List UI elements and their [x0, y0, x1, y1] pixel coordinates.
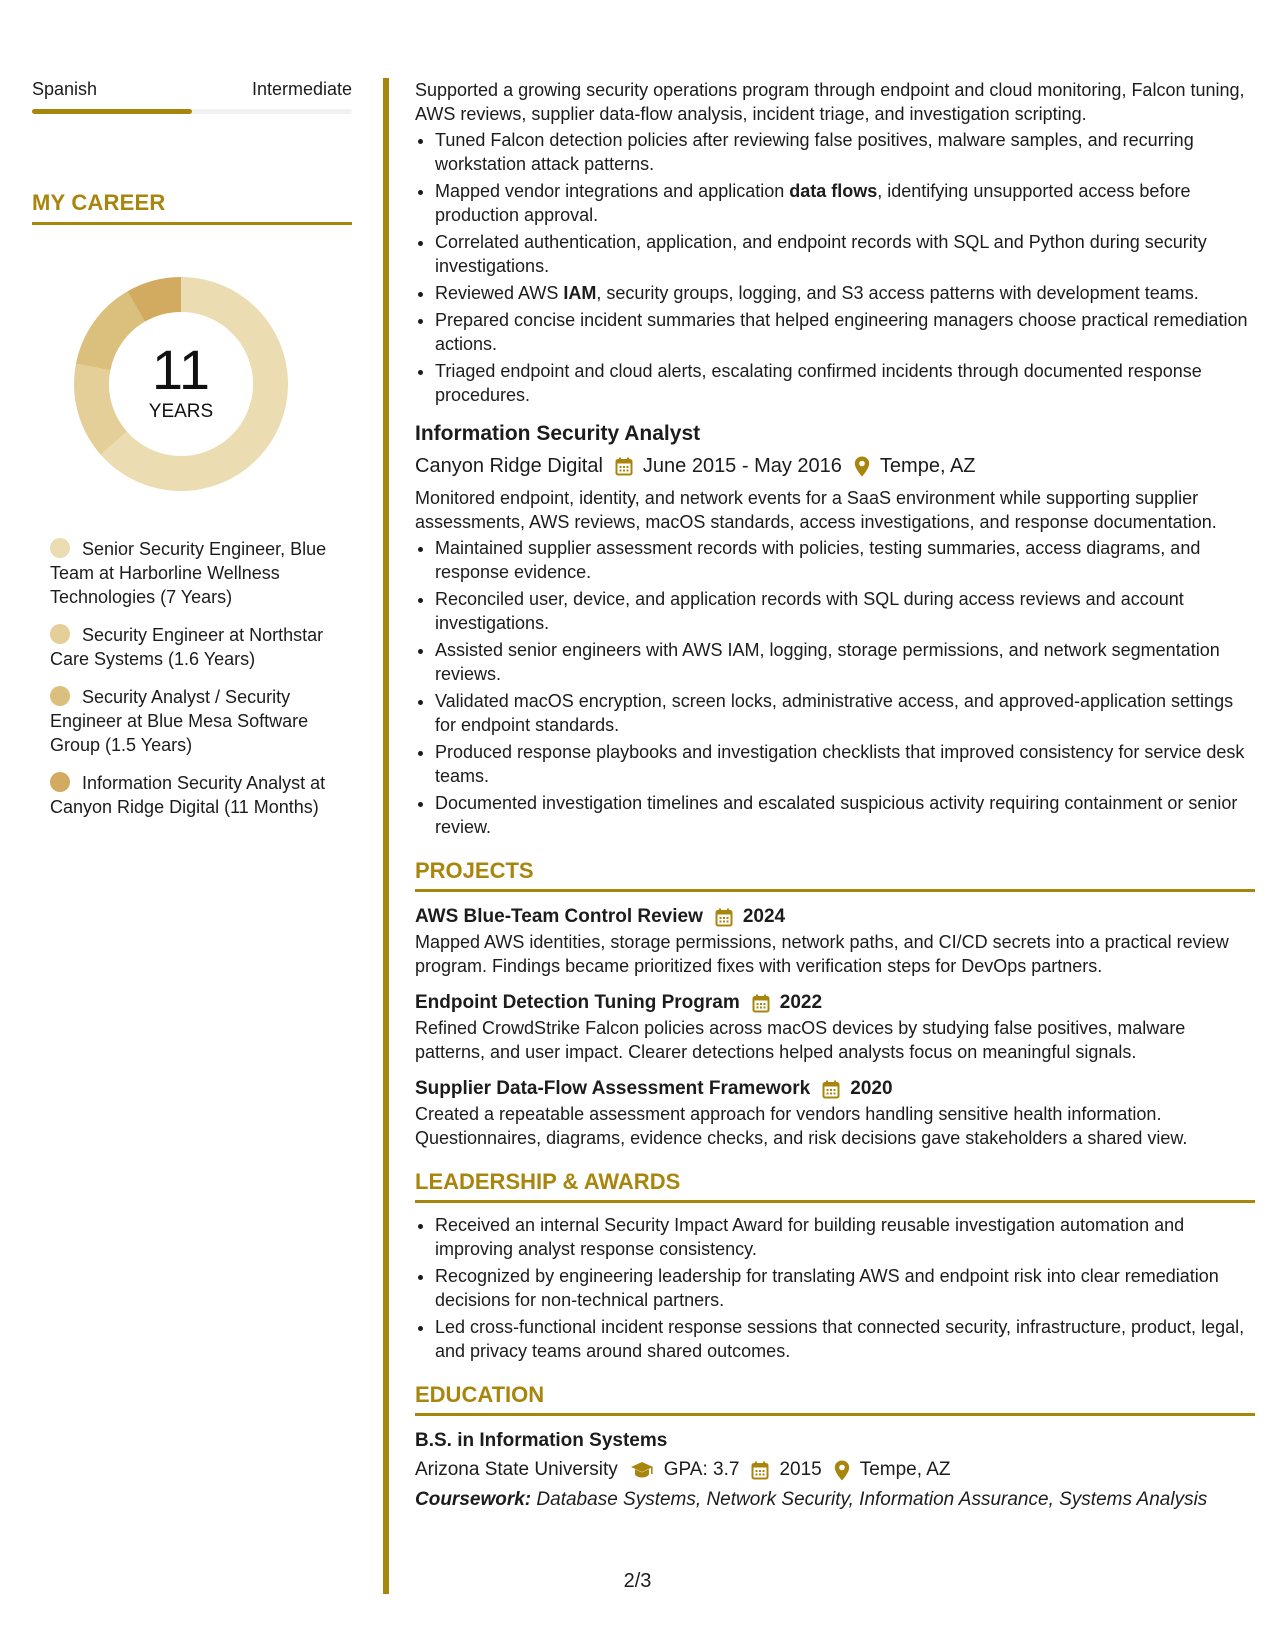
project-year: 2024: [742, 906, 786, 927]
project-year: 2022: [779, 992, 823, 1013]
bullet-text: Tuned Falcon detection policies after reviewing false positives, malware samples, and recurring workstation attack patterns.: [435, 130, 1194, 174]
language-row: [32, 78, 352, 100]
career-legend-item: [50, 771, 340, 819]
legend-label: Security Analyst / Security Engineer at Blue Mesa Software Group (1.5 Years): [50, 687, 309, 755]
list-item: [435, 359, 1255, 407]
education-degree: B.S. in Information Systems: [415, 1430, 668, 1451]
calendar-icon: [751, 1461, 769, 1480]
education-year: 2015: [779, 1459, 822, 1480]
project-title-row: [415, 904, 1255, 930]
list-item: • Validated macOS encryption, screen locks, administrative access, and approved-application settings for endpoint standards.: [435, 689, 1255, 737]
bullet-bold: IAM: [563, 283, 597, 303]
education-location: Tempe, AZ: [859, 1459, 951, 1480]
list-item: • Received an internal Security Impact Award for building reusable investigation automation and improving analyst response consistency.: [435, 1213, 1255, 1261]
education-gpa: GPA: 3.7: [663, 1459, 740, 1480]
column-divider: [383, 78, 389, 1594]
job-title: Information Security Analyst: [415, 422, 701, 445]
language-level-fill: [32, 109, 192, 114]
education-meta: [415, 1456, 1255, 1484]
awards-bullets: [415, 1213, 1255, 1363]
project-year: 2020: [850, 1078, 893, 1099]
bullet-text: Prepared concise incident summaries that helped engineering managers choose practical remediation actions.: [435, 310, 1248, 354]
legend-dot: [50, 772, 70, 792]
calendar-icon: [752, 994, 770, 1013]
project-title-row: [415, 990, 1255, 1016]
career-heading: MY CAREER: [32, 190, 352, 225]
legend-dot: [50, 624, 70, 644]
job-summary: Monitored endpoint, identity, and network events for a SaaS environment while supporting supplier assessments, AWS reviews, macOS standards, access investigations, and response documentation.: [415, 488, 1217, 532]
job-company: Canyon Ridge Digital: [415, 455, 603, 477]
project-title: AWS Blue-Team Control Review: [415, 906, 703, 927]
page-number: 2/3: [623, 1570, 652, 1592]
bullet-text: Reviewed AWS: [435, 283, 564, 303]
language-level-bar: [32, 109, 352, 114]
bullet-text: , identifying unsupported access before production approval.: [435, 181, 1191, 225]
career-legend-item: [50, 537, 340, 609]
job-meta: [415, 452, 1255, 480]
awards-heading: LEADERSHIP & AWARDS: [415, 1168, 1255, 1203]
project-description: Refined CrowdStrike Falcon policies across macOS devices by studying false positives, malware patterns, and user impact. Clearer detections helped analysts focus on meaningful signals.: [415, 1018, 1186, 1062]
donut-center: [66, 269, 296, 499]
project-description: Created a repeatable assessment approach for vendors handling sensitive health information. Questionnaires, diagrams, evidence checks, and risk decisions gave stakeholders a shared view.: [415, 1104, 1188, 1148]
bullet-text: , security groups, logging, and S3 access patterns with development teams.: [596, 283, 1199, 303]
list-item: • Produced response playbooks and investigation checklists that improved consistency for service desk teams.: [435, 740, 1255, 788]
projects-heading: PROJECTS: [415, 857, 1255, 892]
list-item: • Led cross-functional incident response sessions that connected security, infrastructure, product, legal, and privacy teams around shared outcomes.: [435, 1315, 1255, 1363]
list-item: • Reconciled user, device, and application records with SQL during access reviews and account investigations.: [435, 587, 1255, 635]
bullet-text: Mapped vendor integrations and application: [435, 181, 790, 201]
job-dates: June 2015 - May 2016: [642, 455, 842, 477]
legend-dot: [50, 686, 70, 706]
career-legend: [32, 537, 340, 819]
list-item: [435, 281, 1255, 305]
right-column: [415, 78, 1255, 1512]
education-school: Arizona State University: [415, 1459, 618, 1480]
career-legend-item: [50, 623, 340, 671]
coursework-text: Database Systems, Network Security, Information Assurance, Systems Analysis: [536, 1489, 1208, 1510]
map-pin-icon: [854, 456, 870, 477]
language-name: Spanish: [32, 79, 98, 99]
list-item: • Assisted senior engineers with AWS IAM, logging, storage permissions, and network segmentation reviews.: [435, 638, 1255, 686]
project-title: Endpoint Detection Tuning Program: [415, 992, 740, 1013]
job-bullets: [415, 536, 1255, 839]
calendar-icon: [822, 1080, 840, 1099]
language-level: Intermediate: [251, 79, 352, 99]
prev-job-bullets: [415, 128, 1255, 407]
list-item: [435, 128, 1255, 176]
project-title: Supplier Data-Flow Assessment Framework: [415, 1078, 811, 1099]
calendar-icon: [615, 457, 633, 476]
legend-label: Security Engineer at Northstar Care Systems (1.6 Years): [50, 625, 324, 669]
project-title-row: [415, 1076, 1255, 1102]
job-location: Tempe, AZ: [879, 455, 976, 477]
list-item: • Documented investigation timelines and escalated suspicious activity requiring containment or senior review.: [435, 791, 1255, 839]
coursework-label: Coursework:: [415, 1489, 532, 1510]
bullet-text: Correlated authentication, application, and endpoint records with SQL and Python during security investigations.: [435, 232, 1207, 276]
career-donut-chart: [66, 269, 296, 499]
list-item: [435, 179, 1255, 227]
map-pin-icon: [834, 1460, 850, 1481]
career-legend-item: [50, 685, 340, 757]
list-item: [435, 308, 1255, 356]
legend-label: Information Security Analyst at Canyon Ridge Digital (11 Months): [50, 773, 326, 817]
bullet-text: Triaged endpoint and cloud alerts, escalating confirmed incidents through documented response procedures.: [435, 361, 1202, 405]
career-total-years: 11: [151, 338, 211, 401]
calendar-icon: [715, 908, 733, 927]
education-coursework: [415, 1488, 1255, 1512]
bullet-bold: data flows: [789, 181, 878, 201]
left-column: [32, 78, 352, 833]
list-item: [435, 230, 1255, 278]
education-heading: EDUCATION: [415, 1381, 1255, 1416]
list-item: • Maintained supplier assessment records with policies, testing summaries, access diagrams, and response evidence.: [435, 536, 1255, 584]
legend-dot: [50, 538, 70, 558]
project-description: Mapped AWS identities, storage permissions, network paths, and CI/CD secrets into a practical review program. Findings became prioritized fixes with verification steps for DevOps partners.: [415, 932, 1229, 976]
graduation-cap-icon: [630, 1461, 654, 1479]
prev-job-summary: Supported a growing security operations program through endpoint and cloud monitoring, Falcon tuning, AWS reviews, supplier data-flow analysis, incident triage, and investigation scripting.: [415, 80, 1245, 124]
career-total-unit: YEARS: [148, 401, 214, 422]
list-item: • Recognized by engineering leadership for translating AWS and endpoint risk into clear remediation decisions for non-technical partners.: [435, 1264, 1255, 1312]
legend-label: Senior Security Engineer, Blue Team at Harborline Wellness Technologies (7 Years): [50, 539, 327, 607]
